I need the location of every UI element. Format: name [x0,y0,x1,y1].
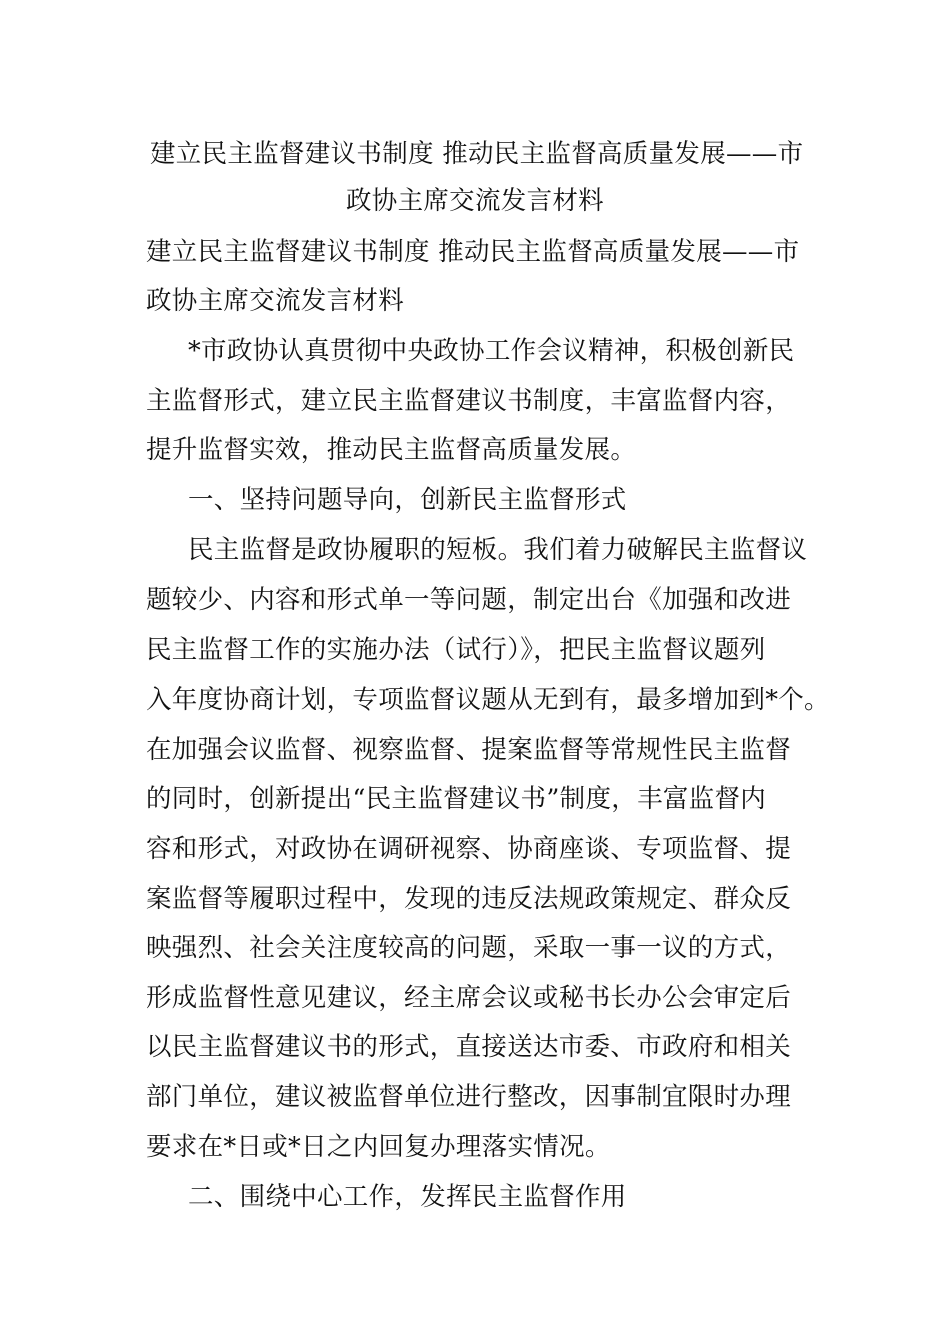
section-1-paragraph-line: 部门单位，建议被监督单位进行整改，因事制宜限时办理 [146,1082,792,1112]
section-1-paragraph-line: 要求在*日或*日之内回复办理落实情况。 [146,1132,611,1162]
document-subtitle-line-2: 政协主席交流发言材料 [146,286,405,316]
section-1-paragraph-line: 在加强会议监督、视察监督、提案监督等常规性民主监督 [146,735,792,765]
section-1-heading: 一、坚持问题导向，创新民主监督形式 [188,485,627,515]
section-1-paragraph-line: 映强烈、社会关注度较高的问题，采取一事一议的方式， [146,933,792,963]
intro-paragraph-line: *市政协认真贯彻中央政协工作会议精神，积极创新民 [188,336,795,366]
document-subtitle-line-1: 建立民主监督建议书制度 推动民主监督高质量发展——市 [146,237,800,267]
section-2-heading: 二、围绕中心工作，发挥民主监督作用 [188,1182,627,1212]
section-1-paragraph-line: 案监督等履职过程中，发现的违反法规政策规定、群众反 [146,884,792,914]
section-1-paragraph-line: 入年度协商计划，专项监督议题从无到有，最多增加到*个。 [146,685,830,715]
document-title-line-2: 政协主席交流发言材料 [345,186,604,216]
section-1-paragraph-line: 容和形式，对政协在调研视察、协商座谈、专项监督、提 [146,834,792,864]
section-1-paragraph-line: 民主监督是政协履职的短板。我们着力破解民主监督议 [188,535,808,565]
document-title-line-1: 建立民主监督建议书制度 推动民主监督高质量发展——市 [150,139,804,169]
section-1-paragraph-line: 形成监督性意见建议，经主席会议或秘书长办公会审定后 [146,983,792,1013]
section-1-paragraph-line: 以民主监督建议书的形式，直接送达市委、市政府和相关 [146,1032,792,1062]
section-1-paragraph-line: 民主监督工作的实施办法（试行）》，把民主监督议题列 [146,635,766,665]
section-1-paragraph-line: 的同时，创新提出“民主监督建议书”制度，丰富监督内 [146,784,767,814]
section-1-paragraph-line: 题较少、内容和形式单一等问题，制定出台《加强和改进 [146,585,792,615]
intro-paragraph-line: 提升监督实效，推动民主监督高质量发展。 [146,435,637,465]
intro-paragraph-line: 主监督形式，建立民主监督建议书制度，丰富监督内容， [146,386,792,416]
